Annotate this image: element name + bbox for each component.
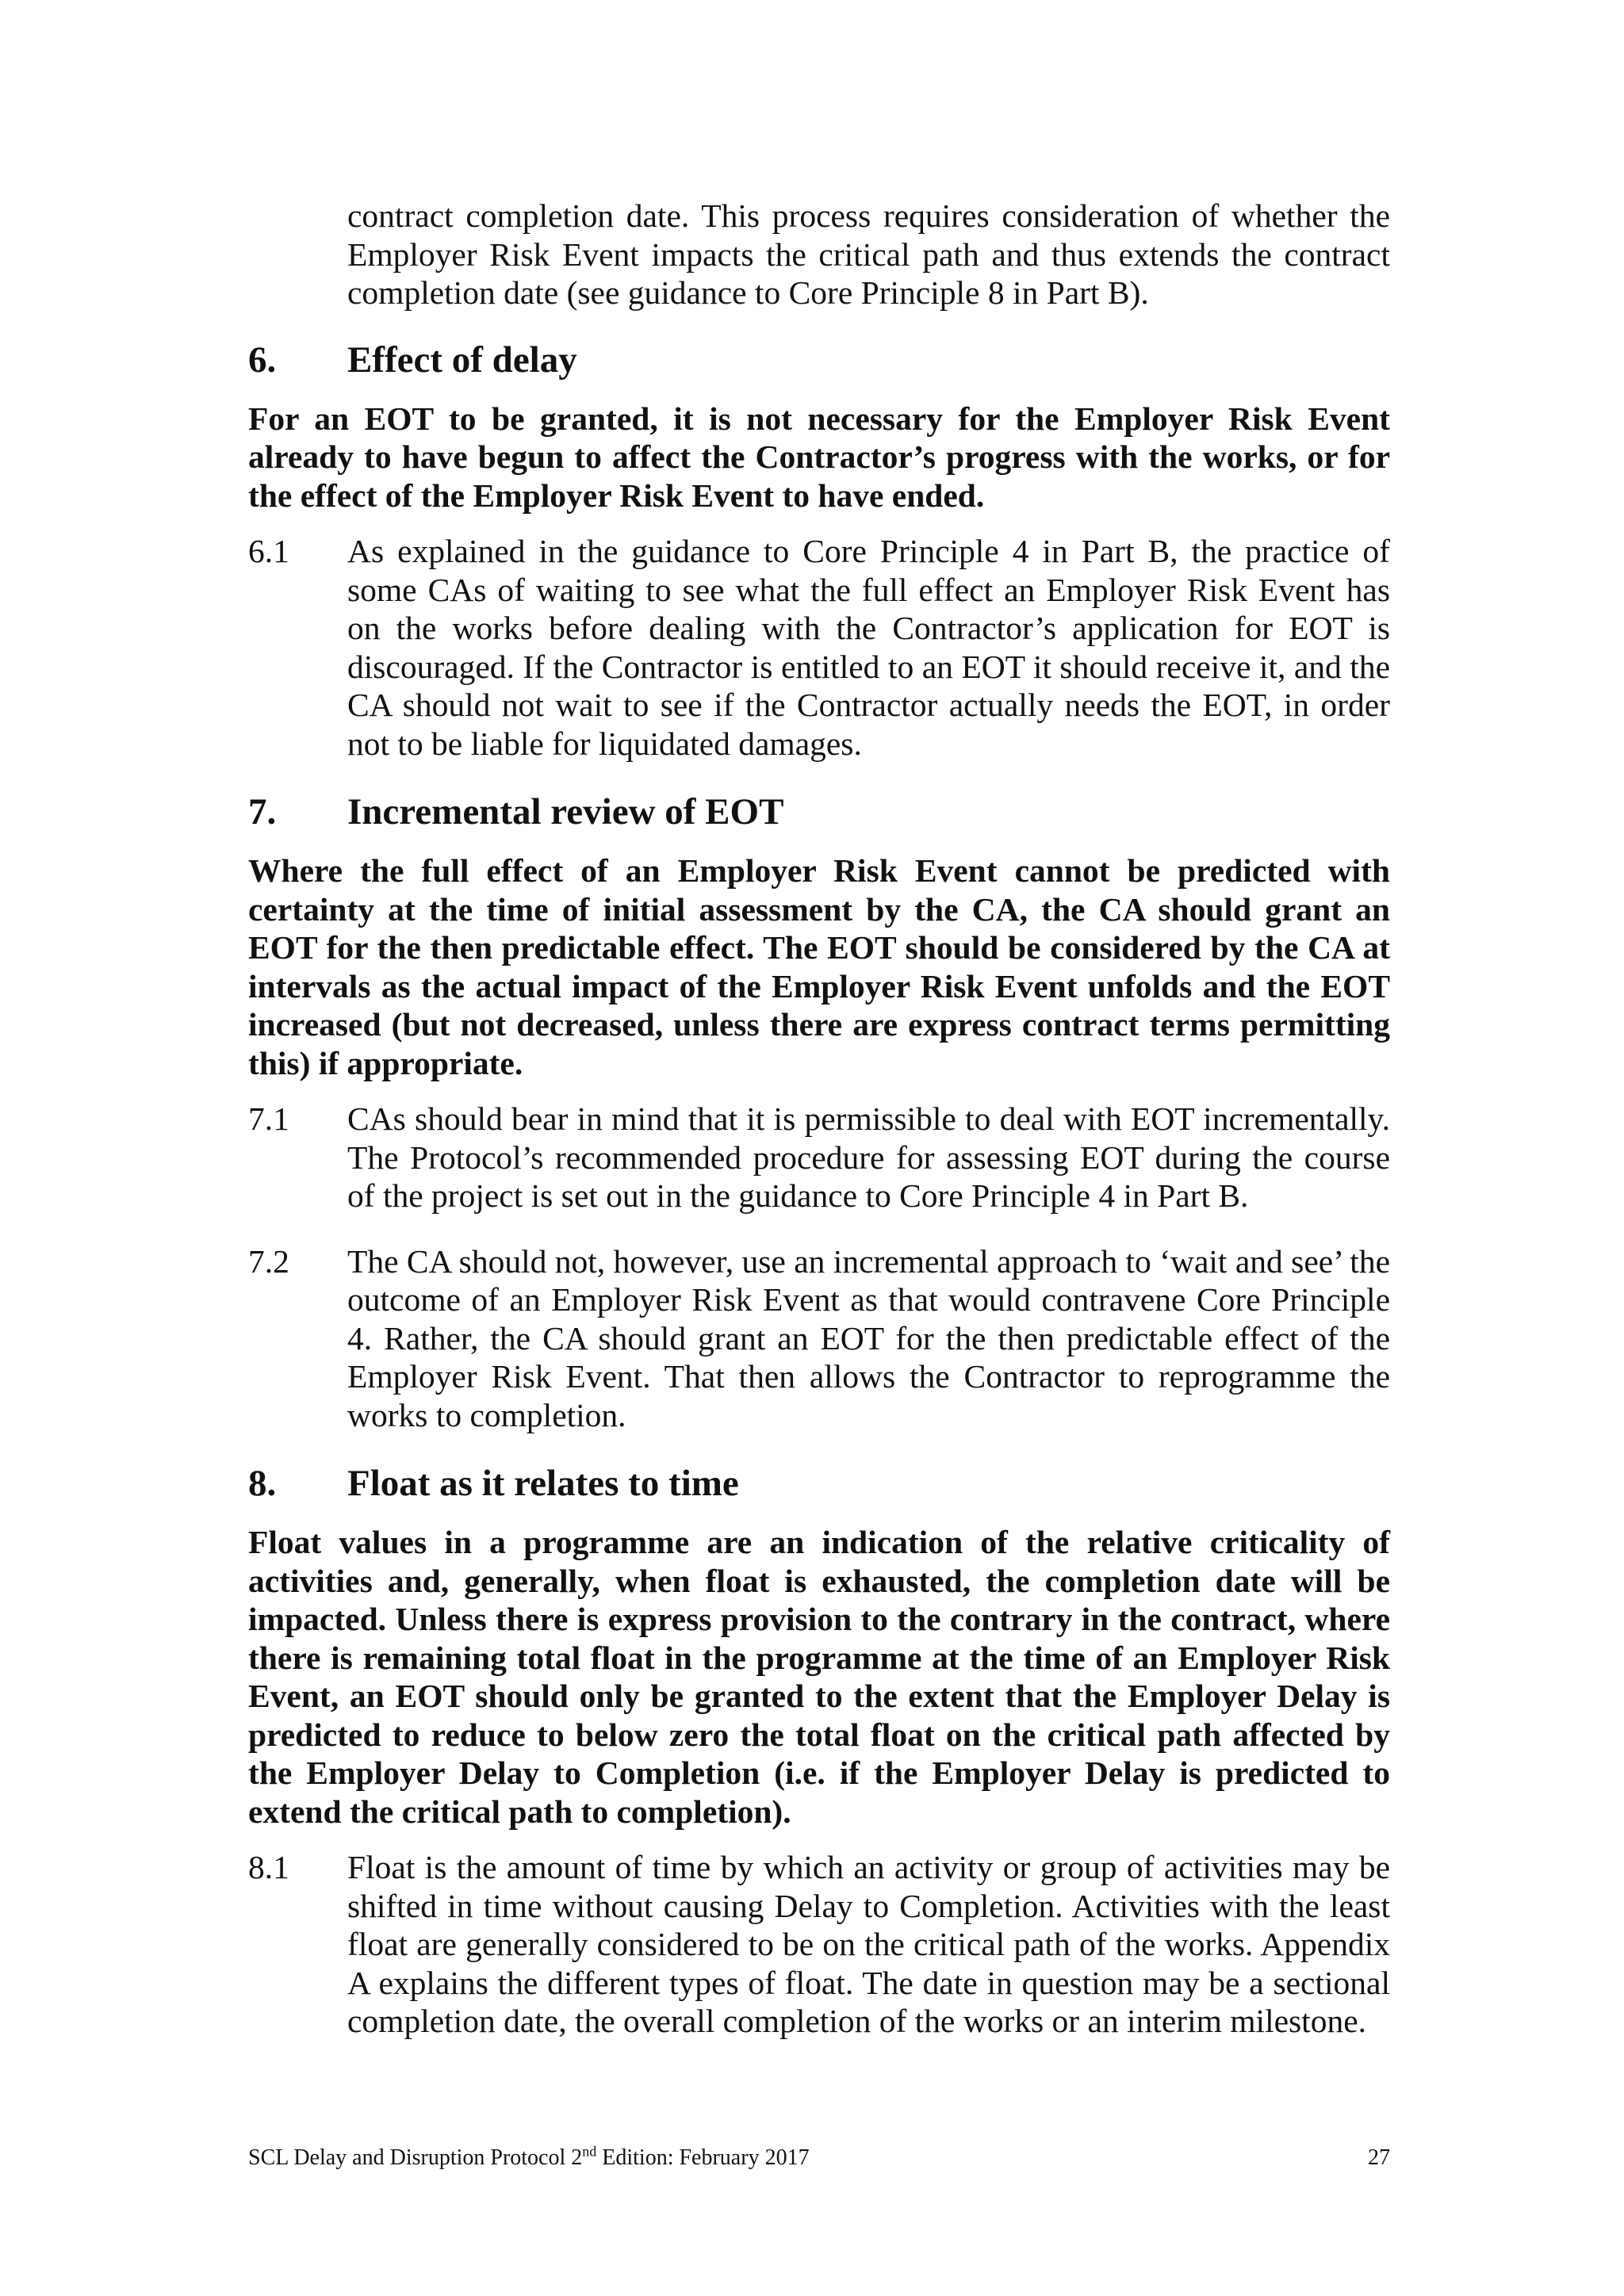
footer-title-prefix: SCL Delay and Disruption Protocol 2: [248, 2145, 583, 2170]
paragraph-number: 6.1: [248, 533, 289, 569]
core-principle-text: Float values in a programme are an indication of the relative criticality of activities and, generally, when float is exhausted, the completion date will be impacted. Unless there is express provision to the contrary in the contract, where there is remaining total float in the programme at the time of an Employer Risk Event, an EOT should only be granted to the extent that the Employer Delay is predicted to reduce to below zero the total float on the critical path affected by the Employer Delay to Completion (i.e. if the Employer Delay is predicted to extend the critical path to completion).: [248, 1524, 1390, 1830]
paragraph-text: The CA should not, however, use an incremental approach to ‘wait and see’ the outcome of an Employer Risk Event as that would contravene Core Principle 4. Rather, the CA should grant an EOT for the then predictable effect of the Employer Risk Event. That then allows the Contractor to reprogramme the works to completion.: [347, 1242, 1390, 1433]
paragraph-number: 8.1: [248, 1849, 289, 1885]
core-principle-text: Where the full effect of an Employer Risk Event cannot be predicted with certainty at the time of initial assessment by the CA, the CA should grant an EOT for the then predictable effect. The EOT should be considered by the CA at intervals as the actual impact of the Employer Risk Event unfolds and the EOT increased (but not decreased, unless there are express contract terms permitting this) if appropriate.: [248, 852, 1390, 1081]
intro-paragraph: contract completion date. This process requires consideration of whether the Employer Risk Event impacts the critical path and thus extends the contract completion date (see guidance to Core Principle 8 in Part B).: [347, 197, 1390, 311]
section-6: [248, 338, 1390, 763]
section-heading: [248, 790, 1390, 834]
document-page: [248, 197, 1390, 2041]
section-title: Float as it relates to time: [347, 1463, 739, 1504]
paragraph-text: Float is the amount of time by which an activity or group of activities may be shifted in time without causing Delay to Completion. Activities with the least float are generally considered to be on the critical path of the works. Appendix A explains the different types of float. The date in question may be a sectional completion date, the overall completion of the works or an interim milestone.: [347, 1849, 1390, 2039]
paragraph-text: CAs should bear in mind that it is permissible to deal with EOT incrementally. The Protocol’s recommended procedure for assessing EOT during the course of the project is set out in the guidance to Core Principle 4 in Part B.: [347, 1100, 1390, 1214]
section-title: Effect of delay: [347, 339, 577, 381]
paragraph-number: 7.2: [248, 1242, 289, 1280]
section-heading: [248, 338, 1390, 382]
paragraph-number: 7.1: [248, 1100, 289, 1137]
section-title: Incremental review of EOT: [347, 791, 784, 832]
numbered-paragraph: [248, 532, 1390, 763]
section-number: 8.: [248, 1463, 277, 1504]
footer-title-suffix: Edition: February 2017: [596, 2145, 810, 2170]
numbered-paragraph: [248, 1848, 1390, 2041]
footer-title-superscript: nd: [582, 2143, 597, 2160]
section-8: [248, 1461, 1390, 2041]
numbered-paragraph: [248, 1242, 1390, 1435]
section-7: [248, 790, 1390, 1434]
paragraph-text: As explained in the guidance to Core Principle 4 in Part B, the practice of some CAs of waiting to see what the full effect an Employer Risk Event has on the works before dealing with the Contractor’s application for EOT is discouraged. If the Contractor is entitled to an EOT it should receive it, and the CA should not wait to see if the Contractor actually needs the EOT, in order not to be liable for liquidated damages.: [347, 533, 1390, 762]
page-number: 27: [1368, 2145, 1390, 2170]
footer-document-title: [248, 2145, 810, 2172]
section-number: 6.: [248, 339, 277, 381]
section-number: 7.: [248, 791, 277, 832]
section-heading: [248, 1461, 1390, 1506]
numbered-paragraph: [248, 1100, 1390, 1215]
page-footer: [248, 2145, 1390, 2172]
core-principle-text: For an EOT to be granted, it is not necessary for the Employer Risk Event already to have begun to affect the Contractor’s progress with the works, or for the effect of the Employer Risk Event to have ended.: [248, 400, 1390, 514]
